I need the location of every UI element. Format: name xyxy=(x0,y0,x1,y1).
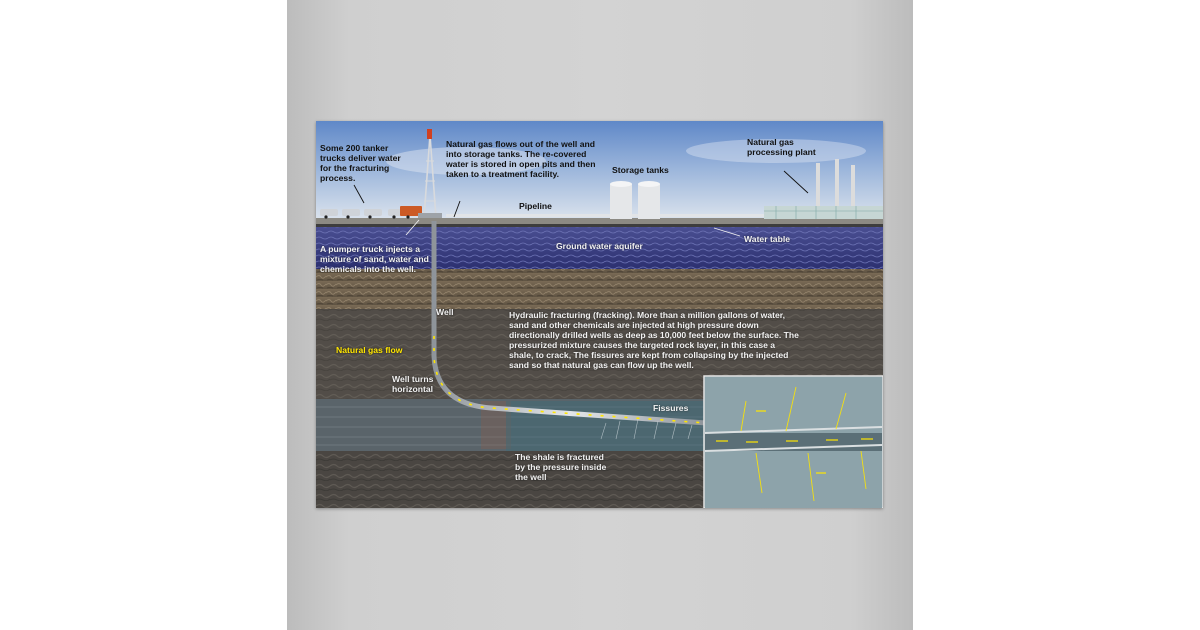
natural-gas-flow-label: Natural gas flow xyxy=(336,345,403,355)
soil-layer xyxy=(316,269,883,309)
shale-fractured-label: The shale is fractured by the pressure inside the well xyxy=(515,452,607,482)
fissures-label: Fissures xyxy=(653,403,689,413)
pipeline-label: Pipeline xyxy=(519,201,552,211)
well-label: Well xyxy=(436,307,454,317)
fissure-inset-panel xyxy=(704,376,883,508)
pumper-truck-label: A pumper truck injects a mixture of sand, water and chemicals into the well. xyxy=(320,244,429,274)
tanker-trucks-label: Some 200 tanker trucks deliver water for the fracturing process. xyxy=(320,143,401,183)
processing-plant-label: Natural gas processing plant xyxy=(747,137,816,157)
ground-water-aquifer-label: Ground water aquifer xyxy=(556,241,643,251)
fracking-diagram-poster xyxy=(316,121,883,508)
storage-tanks-label: Storage tanks xyxy=(612,165,669,175)
gas-flow-storage-label: Natural gas flows out of the well and into storage tanks. The re-covered water is stored in open pits and then taken to a treatment facility. xyxy=(446,139,596,179)
water-table-label: Water table xyxy=(744,234,791,244)
fracking-description: Hydraulic fracturing (fracking). More than a million gallons of water, sand and other chemicals are injected at high pressure down directionally drilled wells as deep as 10,000 feet below the surface. The pressurized mixture causes the targeted rock layer, in this case a shale, to crack, The fissures are kept from collapsing by the injected sand so that natural gas can flow up the well. xyxy=(509,310,799,370)
well-turns-horizontal-label: Well turns horizontal xyxy=(392,374,434,394)
